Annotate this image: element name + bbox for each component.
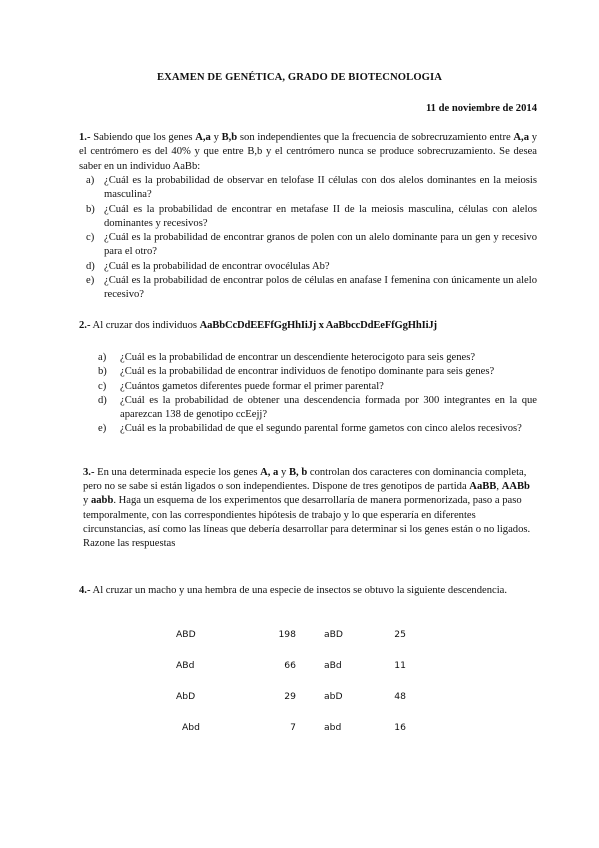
genotype-cell: ABD — [176, 629, 196, 640]
genotype-cell: ABd — [176, 660, 195, 671]
genotype-cell: Abd — [182, 722, 200, 733]
table-row — [170, 690, 430, 704]
count-cell: 29 — [284, 691, 296, 702]
question-2-subitems — [96, 351, 537, 437]
list-item: b) ¿Cuál es la probabilidad de encontrar en metafase II de la meiosis masculina, células con alelos dominantes y recesivos? — [86, 203, 537, 229]
list-item: a) ¿Cuál es la probabilidad de encontrar un descendiente heterocigoto para seis genes? — [98, 352, 476, 363]
list-item: a) ¿Cuál es la probabilidad de observar en telofase II células con dos alelos dominantes en la meiosis masculina? — [86, 175, 537, 201]
list-item: d) ¿Cuál es la probabilidad de obtener una descendencia formada por 300 integrantes en la que aparezcan 138 de genotipo ccEejj? — [98, 394, 537, 421]
count-cell: 66 — [284, 660, 296, 671]
question-4-text: 4.- Al cruzar un macho y una hembra de una especie de insectos se obtuvo la siguiente descendencia. — [79, 585, 508, 596]
table-row — [170, 628, 430, 642]
question-3-text: 3.- En una determinada especie los genes A, a y B, b controlan dos caracteres con dominancia completa, pero no se sabe si están ligados o son independientes. Dispone de tres genotipos de partida AaBB, AABb y aabb. Haga un esquema de los experimentos que desarrollaría de manera pormenorizada, paso a paso temporalmente, con las correspondientes hipótesis de trabajo y lo que esperaría en diferentes circunstancias, así como las líneas que debería desarrollar para determinar si los genes están o no ligados. Razone las respuestas — [83, 467, 531, 550]
list-item: c) ¿Cuál es la probabilidad de encontrar granos de polen con un alelo dominante para un gen y recesivo para el otro? — [86, 232, 537, 258]
page-title: EXAMEN DE GENÉTICA, GRADO DE BIOTECNOLOGIA — [157, 72, 442, 83]
question-2-number: 2.- — [79, 320, 91, 331]
question-1-subitems — [79, 174, 537, 303]
count-cell: 25 — [394, 629, 406, 640]
list-item: e) ¿Cuál es la probabilidad de que el segundo parental forme gametos con cinco alelos recesivos? — [98, 423, 522, 435]
genotype-cell: aBd — [324, 660, 342, 671]
genotype-cell: abD — [324, 691, 343, 702]
genotype-cell: abd — [324, 722, 342, 733]
question-4-number: 4.- — [79, 585, 91, 596]
list-item: d) ¿Cuál es la probabilidad de encontrar ovocélulas Ab? — [86, 260, 330, 272]
count-cell: 198 — [278, 629, 296, 640]
count-cell: 11 — [394, 660, 406, 671]
list-item: b) ¿Cuál es la probabilidad de encontrar individuos de fenotipo dominante para seis genes? — [98, 366, 495, 378]
count-cell: 7 — [290, 722, 296, 733]
table-row — [170, 659, 430, 673]
question-1-text: 1.- Sabiendo que los genes A,a y B,b son independientes que la frecuencia de sobrecruzamiento entre A,a y el centrómero es del 40% y que entre B,b y el centrómero nunca se produce sobrecruzamiento. Se desea saber en un individuo AaBb: — [79, 132, 538, 172]
count-cell: 48 — [394, 691, 406, 702]
exam-date: 11 de noviembre de 2014 — [425, 103, 537, 114]
list-item: e) ¿Cuál es la probabilidad de encontrar polos de células en anafase I femenina con únicamente un alelo recesivo? — [86, 275, 537, 301]
cross-genotypes: AaBbCcDdEEFfGgHhIiJj x AaBbccDdEeFfGgHhIiJj — [199, 320, 437, 331]
genotype-cell: aBD — [324, 629, 344, 640]
question-2-text: 2.- Al cruzar dos individuos AaBbCcDdEEFfGgHhIiJj x AaBbccDdEeFfGgHhIiJj — [79, 320, 437, 331]
question-1-number: 1.- — [79, 132, 91, 143]
count-cell: 16 — [394, 722, 406, 733]
question-3-number: 3.- — [83, 467, 95, 478]
genotype-cell: AbD — [176, 691, 196, 702]
list-item: c) ¿Cuántos gametos diferentes puede formar el primer parental? — [98, 380, 384, 392]
table-row — [170, 721, 430, 735]
